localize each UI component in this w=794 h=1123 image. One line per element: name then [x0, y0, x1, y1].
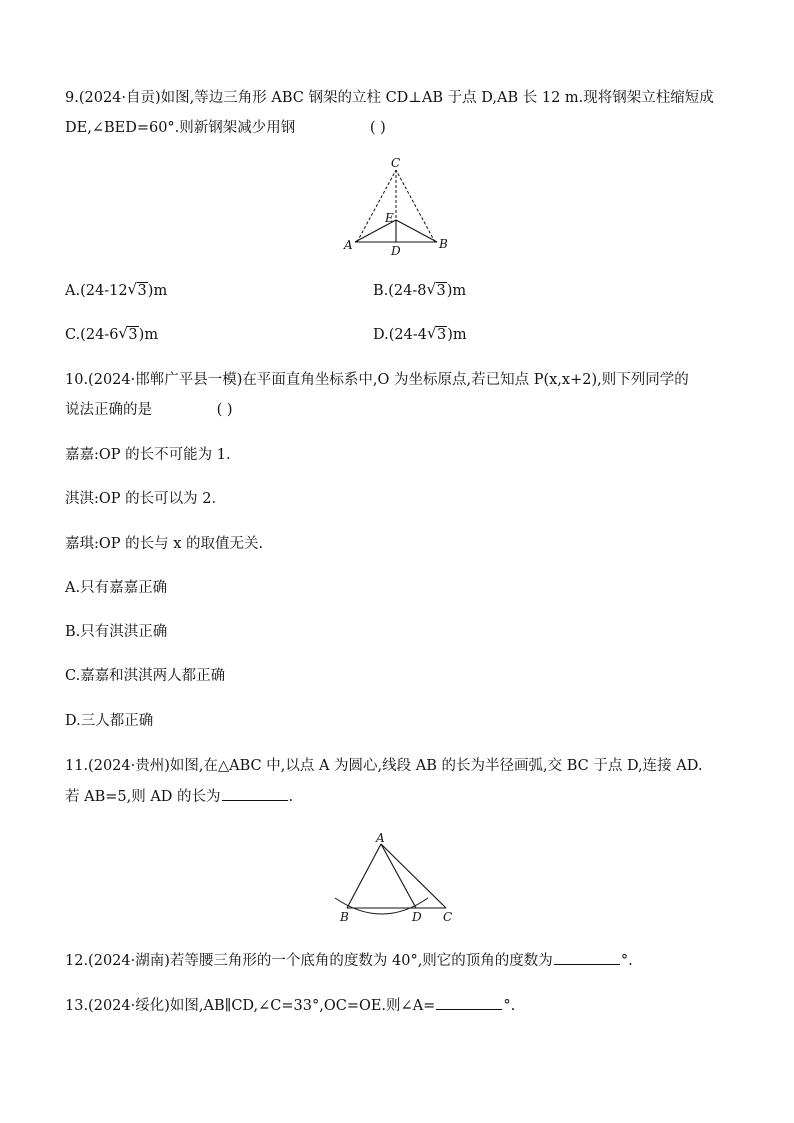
q9-option-b-post: )m — [446, 283, 467, 299]
sqrt-symbol: √ 3 — [118, 324, 138, 343]
q11-answer-blank[interactable] — [222, 786, 288, 801]
q9-option-d-post: )m — [447, 327, 467, 343]
q13-stem-end: °. — [503, 998, 516, 1014]
q10-statement-jiajia: 嘉嘉:OP 的长不可能为 1. — [65, 447, 231, 463]
q9-option-a-radicand: 3 — [137, 283, 147, 299]
q10-option-d: D.三人都正确 — [65, 713, 154, 729]
q10-statement-jiaqi: 嘉琪:OP 的长与 x 的取值无关. — [65, 536, 264, 552]
q9-option-b-pre: B.(24-8 — [373, 283, 427, 299]
q9-option-d-pre: D.(24-4 — [373, 327, 427, 343]
q11-segment-ac — [381, 844, 446, 908]
q9-option-c-radicand: 3 — [128, 327, 138, 343]
q13-stem-text: 13.(2024·绥化)如图,AB∥CD,∠C=33°,OC=OE.则∠A= — [65, 998, 436, 1014]
q12-stem — [65, 950, 633, 971]
q11-figure-triangle — [330, 830, 460, 925]
q9-label-b: B — [439, 237, 448, 251]
q10-stem-line2 — [65, 400, 233, 420]
sqrt-symbol: √ 3 — [426, 324, 447, 343]
q10-answer-paren: ( ) — [216, 402, 233, 418]
q9-option-c-post: )m — [138, 327, 159, 343]
q11-segment-ab — [347, 844, 381, 908]
q9-dashed-ac — [357, 170, 396, 242]
q10-option-c: C.嘉嘉和淇淇两人都正确 — [65, 668, 226, 684]
q9-option-d — [373, 325, 467, 345]
q9-option-a-pre: A.(24-12 — [65, 283, 128, 299]
sqrt-symbol: √ 3 — [127, 280, 147, 299]
q10-option-b: B.只有淇淇正确 — [65, 624, 168, 640]
q9-figure-triangle-abc — [335, 152, 465, 264]
q11-label-c: C — [443, 910, 453, 924]
q9-option-b-radicand: 3 — [436, 283, 446, 299]
q13-stem — [65, 995, 515, 1016]
q10-statement-qiqi: 淇淇:OP 的长可以为 2. — [65, 491, 217, 507]
q12-stem-text: 12.(2024·湖南)若等腰三角形的一个底角的度数为 40°,则它的顶角的度数为 — [65, 953, 553, 969]
q12-answer-blank[interactable] — [554, 950, 620, 965]
q10-stem-line1: 10.(2024·邯郸广平县一模)在平面直角坐标系中,O 为坐标原点,若已知点 P(x,x+2),则下列同学的 — [65, 372, 689, 388]
q9-segment-be — [396, 220, 437, 242]
q11-stem-line2-end: . — [288, 789, 294, 805]
q9-stem-line1: 9.(2024·自贡)如图,等边三角形 ABC 钢架的立柱 CD⊥AB 于点 D,AB 长 12 m.现将钢架立柱缩短成 — [65, 90, 714, 106]
q11-label-d: D — [412, 910, 422, 924]
q9-option-a-post: )m — [147, 283, 168, 299]
sqrt-symbol: √ 3 — [426, 280, 446, 299]
q9-label-d: D — [391, 244, 401, 258]
q11-label-b: B — [340, 910, 349, 924]
q11-stem-line2-text: 若 AB=5,则 AD 的长为 — [65, 789, 221, 805]
q9-option-a — [65, 281, 167, 301]
q11-stem-line2 — [65, 786, 293, 807]
q10-stem-line2-text: 说法正确的是 — [65, 402, 152, 418]
q13-answer-blank[interactable] — [436, 995, 502, 1010]
q9-label-a: A — [344, 238, 353, 252]
q10-option-a: A.只有嘉嘉正确 — [65, 580, 168, 596]
q9-label-c: C — [391, 156, 401, 170]
q9-stem-line2 — [65, 118, 386, 138]
q9-stem-line2-text: DE,∠BED=60°.则新钢架减少用钢 — [65, 120, 296, 136]
q11-label-a: A — [376, 831, 385, 845]
q9-option-d-radicand: 3 — [436, 327, 447, 343]
q12-stem-end: °. — [620, 953, 633, 969]
q9-label-e: E — [385, 211, 394, 225]
q11-segment-ad — [381, 844, 416, 908]
q9-answer-paren: ( ) — [369, 120, 386, 136]
q9-option-c-pre: C.(24-6 — [65, 327, 119, 343]
q9-dashed-bc — [396, 170, 435, 242]
q9-option-c — [65, 325, 158, 345]
q11-stem-line1: 11.(2024·贵州)如图,在△ABC 中,以点 A 为圆心,线段 AB 的长为半径画弧,交 BC 于点 D,连接 AD. — [65, 758, 703, 774]
q9-option-b — [373, 281, 466, 301]
